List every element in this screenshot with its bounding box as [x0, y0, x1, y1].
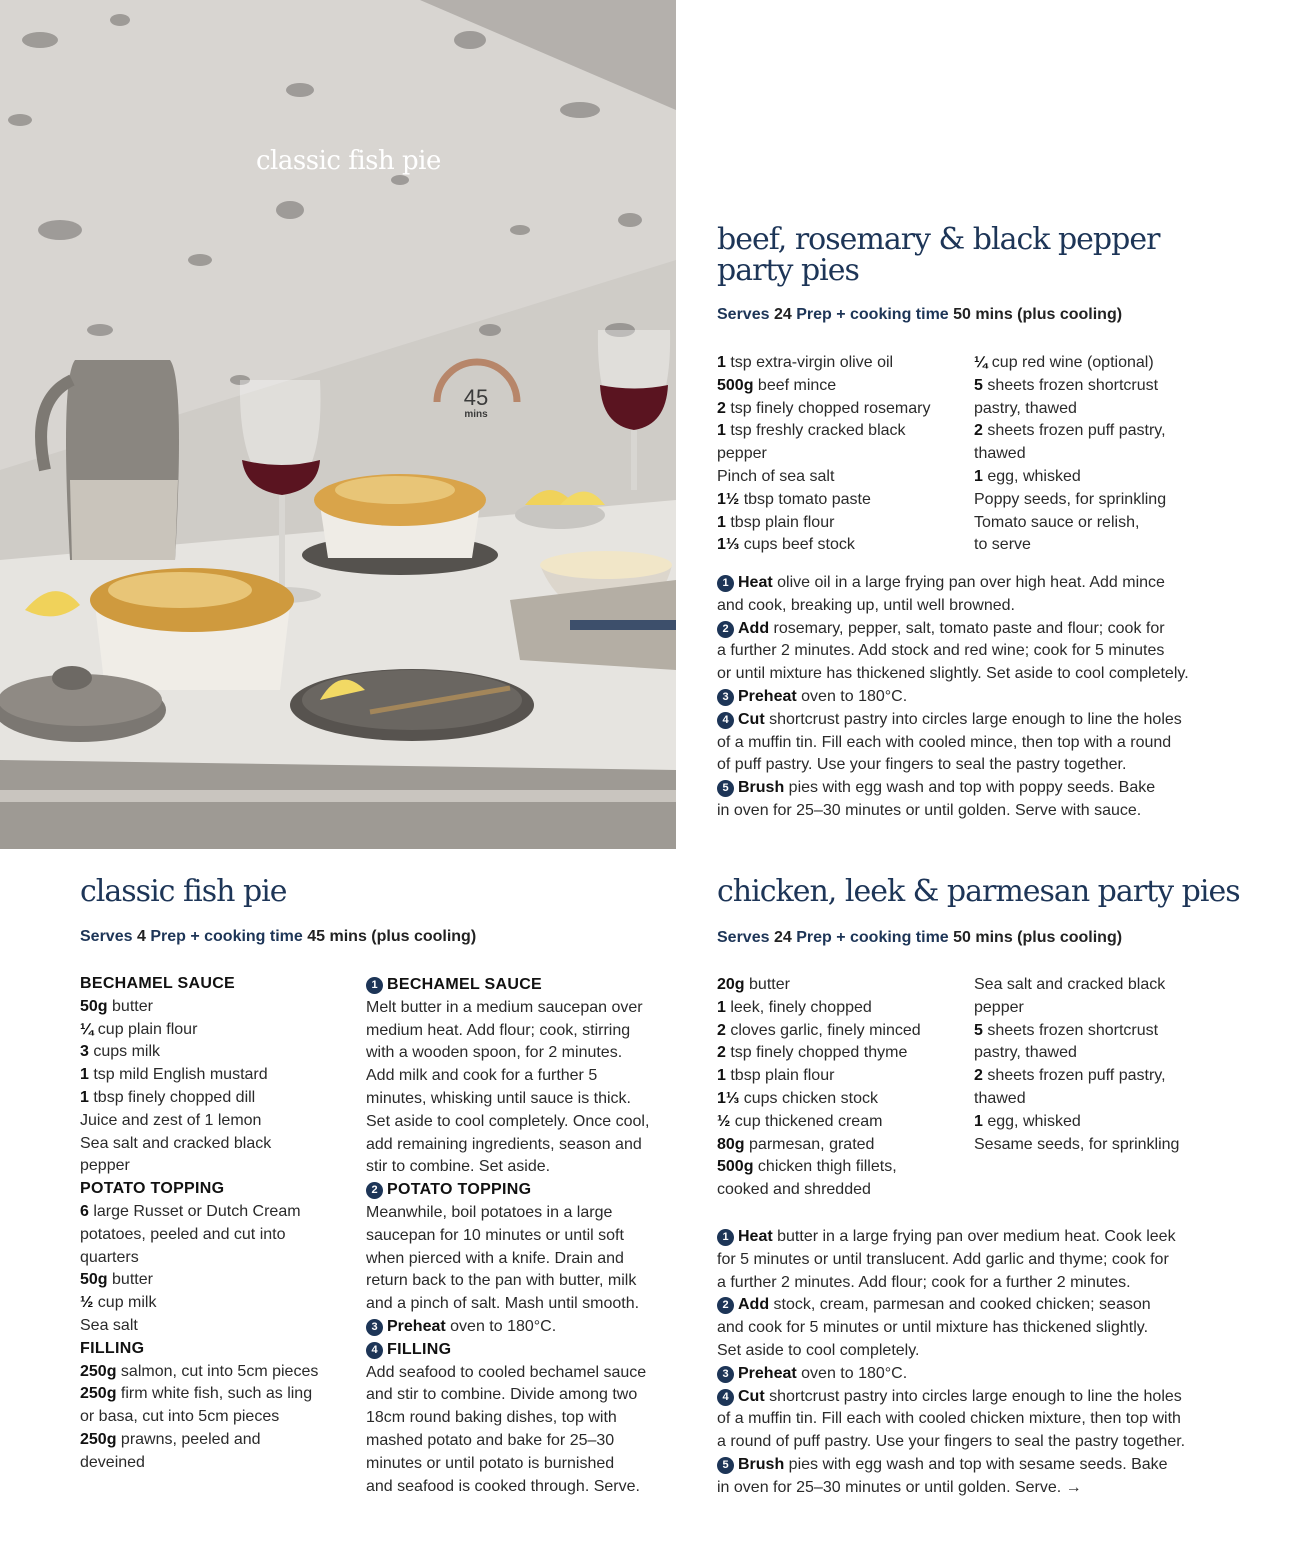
- beef-meta: [717, 306, 1122, 324]
- chicken-serves-label: Serves: [717, 929, 770, 946]
- ingredient-line: [80, 1361, 350, 1384]
- fish-method: [366, 974, 666, 1498]
- step-heading: Add: [738, 1296, 770, 1314]
- ingredient-text: cup milk: [93, 1294, 157, 1312]
- ingredient-text: Juice and zest of 1 lemon: [80, 1111, 262, 1129]
- ingredient-qty: 250g: [80, 1430, 117, 1448]
- ingredient-line: [974, 375, 1214, 398]
- step-text: pies with egg wash and top with poppy seeds. Bake: [784, 779, 1156, 797]
- ingredient-line: [80, 1247, 350, 1270]
- step-text: in oven for 25–30 minutes or until golden. Serve with sauce.: [717, 801, 1142, 819]
- ingredient-text: sheets frozen puff pastry,: [982, 422, 1166, 440]
- ingredient-section-heading: BECHAMEL SAUCE: [80, 975, 236, 992]
- photo-caption: classic fish pie: [256, 146, 441, 176]
- ingredient-line: [974, 534, 1214, 557]
- step-text: oven to 180°C.: [796, 1364, 908, 1382]
- ingredient-line: [80, 996, 350, 1019]
- ingredient-qty: 2: [974, 422, 983, 440]
- ingredient-qty: ¼: [80, 1020, 94, 1038]
- step-number-icon: 3: [717, 689, 734, 706]
- ingredient-line: [974, 1065, 1214, 1088]
- ingredient-text: egg, whisked: [982, 467, 1081, 485]
- ingredient-line: [80, 1292, 350, 1315]
- ingredient-qty: 1: [717, 998, 726, 1016]
- ingredient-qty: 1⅓: [717, 536, 740, 554]
- ingredient-qty: 500g: [717, 376, 754, 394]
- ingredient-text: pepper: [717, 445, 767, 463]
- method-line: stir to combine. Set aside.: [366, 1158, 551, 1176]
- ingredient-text: sheets frozen shortcrust: [982, 1021, 1159, 1039]
- method-step-heading: [366, 1339, 666, 1362]
- ingredient-line: [80, 1019, 350, 1042]
- method-line: saucepan for 10 minutes or until soft: [366, 1226, 624, 1244]
- ingredient-line: [717, 512, 967, 535]
- step-text: of a muffin tin. Fill each with cooled chicken mixture, then top with: [717, 1410, 1181, 1428]
- method-step: [717, 1363, 1207, 1386]
- ingredient-line: [80, 1224, 350, 1247]
- ingredient-line: [80, 1429, 350, 1452]
- method-line: Add milk and cook for a further 5: [366, 1067, 598, 1085]
- ingredient-text: cup plain flour: [93, 1020, 198, 1038]
- ingredient-qty: 80g: [717, 1135, 745, 1153]
- ingredient-line: [80, 1155, 350, 1178]
- ingredient-text: firm white fish, such as ling: [116, 1385, 313, 1403]
- ingredient-text: potatoes, peeled and cut into: [80, 1225, 286, 1243]
- step-text: shortcrust pastry into circles large enough to line the holes: [764, 710, 1182, 728]
- method-line: and seafood is cooked through. Serve.: [366, 1477, 640, 1495]
- method-line: Meanwhile, boil potatoes in a large: [366, 1203, 613, 1221]
- step-text: rosemary, pepper, salt, tomato paste and flour; cook for: [769, 619, 1165, 637]
- ingredient-qty: 1½: [717, 490, 740, 508]
- ingredient-section-heading: POTATO TOPPING: [80, 1180, 225, 1198]
- step-number-icon: 4: [717, 1389, 734, 1406]
- ingredient-qty: ½: [80, 1294, 94, 1312]
- step-heading: Preheat: [387, 1317, 446, 1335]
- time-badge-number: 45: [463, 385, 489, 410]
- method-line: Add seafood to cooled bechamel sauce: [366, 1363, 647, 1381]
- ingredient-line: [80, 1133, 350, 1156]
- food-photo-illustration: [0, 0, 676, 849]
- ingredient-qty: 250g: [80, 1362, 117, 1380]
- chicken-serves-value: 24: [773, 929, 792, 946]
- ingredient-text: pastry, thawed: [974, 399, 1077, 417]
- time-badge-unit: mins: [464, 409, 488, 420]
- beef-time-value: 50 mins (plus cooling): [953, 306, 1123, 323]
- ingredient-qty: 1: [717, 354, 726, 371]
- chicken-time-label: Prep + cooking time: [796, 929, 949, 946]
- ingredient-qty: 2: [717, 399, 726, 417]
- step-heading: Heat: [738, 574, 773, 591]
- step-number-icon: 2: [717, 1297, 734, 1314]
- ingredient-text: cup thickened cream: [730, 1112, 883, 1130]
- ingredient-qty: 1: [717, 422, 726, 440]
- method-step: [717, 1454, 1207, 1500]
- step-heading: Preheat: [738, 687, 797, 705]
- ingredient-line: [974, 1134, 1214, 1157]
- ingredient-text: deveined: [80, 1453, 145, 1471]
- method-line: Set aside to cool completely. Once cool,: [366, 1112, 650, 1130]
- step-text: stock, cream, parmesan and cooked chicken; season: [769, 1296, 1151, 1314]
- method-line: 18cm round baking dishes, top with: [366, 1409, 617, 1427]
- ingredient-line: [80, 1406, 350, 1429]
- method-line: and stir to combine. Divide among two: [366, 1386, 638, 1404]
- step-heading: POTATO TOPPING: [387, 1181, 532, 1199]
- step-heading: FILLING: [387, 1340, 452, 1358]
- ingredient-line: [717, 1156, 967, 1179]
- step-text: Set aside to cool completely.: [717, 1341, 920, 1359]
- method-step-heading: [366, 1179, 666, 1202]
- ingredient-qty: 1⅓: [717, 1089, 740, 1107]
- ingredient-line: [80, 1315, 350, 1338]
- ingredient-text: butter: [744, 976, 790, 993]
- ingredient-text: cooked and shredded: [717, 1181, 871, 1199]
- step-number-icon: 1: [717, 1229, 734, 1246]
- step-text: a round of puff pastry. Use your fingers to seal the pastry together.: [717, 1433, 1186, 1451]
- ingredient-qty: 2: [974, 1067, 983, 1085]
- method-step: [717, 1386, 1207, 1454]
- method-line: minutes or until potato is burnished: [366, 1454, 615, 1472]
- method-step: [717, 777, 1207, 823]
- food-photo: [0, 0, 676, 849]
- step-number-icon: 3: [717, 1366, 734, 1383]
- step-heading: Brush: [738, 1455, 785, 1473]
- ingredient-line: [974, 1020, 1214, 1043]
- ingredient-line: [80, 1064, 350, 1087]
- method-line: mashed potato and bake for 25–30: [366, 1431, 615, 1449]
- method-step: [717, 572, 1207, 618]
- ingredient-text: egg, whisked: [982, 1112, 1081, 1130]
- beef-serves-label: Serves: [717, 306, 770, 323]
- ingredient-text: pepper: [80, 1157, 130, 1175]
- step-heading: BECHAMEL SAUCE: [387, 976, 543, 993]
- ingredient-text: butter: [107, 997, 153, 1015]
- ingredient-qty: 5: [974, 376, 983, 394]
- ingredient-qty: 1: [974, 467, 983, 485]
- ingredient-qty: 6: [80, 1202, 89, 1220]
- ingredient-text: cups milk: [88, 1043, 161, 1061]
- ingredient-text: or basa, cut into 5cm pieces: [80, 1408, 280, 1426]
- ingredient-text: Sea salt and cracked black: [974, 976, 1166, 993]
- step-heading: Brush: [738, 779, 785, 797]
- step-text: in oven for 25–30 minutes or until golden. Serve. →: [717, 1478, 1082, 1496]
- ingredient-line: [974, 489, 1214, 512]
- fish-meta: [80, 928, 476, 946]
- step-text: olive oil in a large frying pan over high heat. Add mince: [772, 574, 1165, 591]
- beef-title-line1: beef, rosemary & black pepper: [717, 222, 1160, 257]
- fish-recipe-title: classic fish pie: [80, 874, 287, 909]
- ingredient-line: [717, 1042, 967, 1065]
- step-number-icon: 5: [717, 780, 734, 797]
- ingredient-text: cups beef stock: [739, 536, 855, 554]
- ingredient-line: [80, 1087, 350, 1110]
- method-step-heading: [366, 1316, 666, 1339]
- ingredient-line: [717, 1088, 967, 1111]
- ingredient-text: tbsp tomato paste: [739, 490, 871, 508]
- ingredient-line: [717, 398, 967, 421]
- ingredient-text: beef mince: [753, 376, 837, 394]
- ingredient-text: Sesame seeds, for sprinkling: [974, 1135, 1180, 1153]
- method-line: minutes, whisking until sauce is thick.: [366, 1089, 631, 1107]
- ingredient-line: [717, 1065, 967, 1088]
- step-text: a further 2 minutes. Add stock and red wine; cook for 5 minutes: [717, 642, 1165, 660]
- ingredient-line: [974, 420, 1214, 443]
- ingredient-text: chicken thigh fillets,: [753, 1158, 897, 1176]
- ingredient-qty: 20g: [717, 976, 745, 993]
- ingredient-qty: 250g: [80, 1385, 117, 1403]
- ingredient-text: tsp freshly cracked black: [725, 422, 906, 440]
- step-number-icon: 2: [717, 621, 734, 638]
- ingredient-text: sheets frozen puff pastry,: [982, 1067, 1166, 1085]
- beef-method: [717, 572, 1207, 823]
- ingredient-text: tsp finely chopped thyme: [725, 1044, 908, 1062]
- fish-ingredients: [80, 973, 350, 1475]
- ingredient-line: [974, 466, 1214, 489]
- ingredient-qty: 50g: [80, 1271, 108, 1289]
- beef-time-label: Prep + cooking time: [796, 306, 949, 323]
- step-text: of puff pastry. Use your fingers to seal the pastry together.: [717, 756, 1127, 774]
- step-text: or until mixture has thickened slightly. Set aside to cool completely.: [717, 665, 1189, 683]
- ingredient-text: Sea salt and cracked black: [80, 1134, 272, 1152]
- step-text: for 5 minutes or until translucent. Add garlic and thyme; cook for: [717, 1250, 1169, 1268]
- chicken-time-value: 50 mins (plus cooling): [953, 929, 1123, 946]
- ingredient-line: [974, 398, 1214, 421]
- ingredient-line: [974, 974, 1214, 997]
- ingredient-text: Sea salt: [80, 1316, 138, 1334]
- method-line: with a wooden spoon, for 2 minutes.: [366, 1044, 623, 1062]
- ingredient-section-heading: FILLING: [80, 1339, 145, 1357]
- step-text: pies with egg wash and top with sesame seeds. Bake: [784, 1455, 1168, 1473]
- ingredient-line: [974, 352, 1214, 375]
- method-step: [717, 618, 1207, 686]
- method-step: [717, 709, 1207, 777]
- step-heading: Add: [738, 619, 770, 637]
- step-heading: Cut: [738, 1387, 765, 1405]
- step-number-icon: 4: [366, 1342, 383, 1359]
- ingredient-qty: 500g: [717, 1158, 754, 1176]
- ingredient-text: thawed: [974, 445, 1026, 463]
- ingredient-line: [974, 1088, 1214, 1111]
- ingredient-line: [974, 512, 1214, 535]
- ingredient-text: large Russet or Dutch Cream: [88, 1202, 301, 1220]
- step-heading: Cut: [738, 710, 765, 728]
- method-line: and a pinch of salt. Mash until smooth.: [366, 1295, 640, 1313]
- ingredient-qty: 1: [717, 1067, 726, 1085]
- ingredient-line: [717, 443, 967, 466]
- method-line: Melt butter in a medium saucepan over: [366, 998, 643, 1016]
- beef-serves-value: 24: [773, 306, 792, 323]
- ingredient-text: parmesan, grated: [744, 1135, 875, 1153]
- ingredient-line: [717, 466, 967, 489]
- ingredient-line: [717, 1179, 967, 1202]
- step-number-icon: 3: [366, 1319, 383, 1336]
- ingredient-qty: 2: [717, 1021, 726, 1039]
- ingredient-text: cup red wine (optional): [987, 354, 1154, 371]
- ingredient-line: [80, 1269, 350, 1292]
- fish-serves-value: 4: [136, 928, 146, 945]
- method-step-heading: [366, 974, 666, 997]
- chicken-recipe-title: chicken, leek & parmesan party pies: [717, 874, 1240, 909]
- ingredient-qty: 3: [80, 1043, 89, 1061]
- step-number-icon: 5: [717, 1457, 734, 1474]
- step-text: of a muffin tin. Fill each with cooled mince, then top with a round: [717, 733, 1172, 751]
- ingredient-line: [717, 997, 967, 1020]
- beef-ingredients-right: [974, 352, 1214, 557]
- ingredient-line: [717, 1111, 967, 1134]
- ingredient-line: [717, 974, 967, 997]
- ingredient-text: Pinch of sea salt: [717, 467, 835, 485]
- chicken-ingredients-left: [717, 974, 967, 1202]
- ingredient-line: [974, 997, 1214, 1020]
- ingredient-text: tbsp plain flour: [725, 1067, 835, 1085]
- ingredient-text: tbsp plain flour: [725, 513, 835, 531]
- method-step: [717, 1294, 1207, 1362]
- ingredient-line: [717, 420, 967, 443]
- ingredient-line: [717, 534, 967, 557]
- method-line: when pierced with a knife. Drain and: [366, 1249, 624, 1267]
- ingredient-line: [717, 489, 967, 512]
- beef-recipe-title: [717, 224, 1159, 286]
- step-text: and cook for 5 minutes or until mixture has thickened slightly.: [717, 1319, 1149, 1337]
- fish-time-value: 45 mins (plus cooling): [307, 928, 477, 945]
- method-line: return back to the pan with butter, milk: [366, 1272, 637, 1290]
- method-line: medium heat. Add flour; cook, stirring: [366, 1021, 631, 1039]
- chicken-meta: [717, 929, 1122, 947]
- method-step: [717, 686, 1207, 709]
- ingredient-line: [717, 1134, 967, 1157]
- fish-time-label: Prep + cooking time: [150, 928, 303, 945]
- ingredient-text: tsp extra-virgin olive oil: [725, 354, 894, 371]
- ingredient-line: [717, 375, 967, 398]
- step-heading: Heat: [738, 1228, 773, 1245]
- step-number-icon: 4: [717, 712, 734, 729]
- ingredient-qty: 1: [80, 1088, 89, 1106]
- ingredient-line: [80, 1041, 350, 1064]
- ingredient-text: butter: [107, 1271, 153, 1289]
- ingredient-line: [717, 352, 967, 375]
- step-text: a further 2 minutes. Add flour; cook for a further 2 minutes.: [717, 1273, 1131, 1291]
- step-heading: Preheat: [738, 1364, 797, 1382]
- ingredient-text: sheets frozen shortcrust: [982, 376, 1159, 394]
- fish-serves-label: Serves: [80, 928, 133, 945]
- ingredient-qty: ¼: [974, 354, 988, 371]
- ingredient-text: tsp mild English mustard: [88, 1066, 268, 1084]
- ingredient-line: [80, 1110, 350, 1133]
- beef-ingredients-left: [717, 352, 967, 557]
- ingredient-line: [80, 1201, 350, 1224]
- ingredient-text: pastry, thawed: [974, 1044, 1077, 1062]
- ingredient-line: [974, 1042, 1214, 1065]
- ingredient-text: cups chicken stock: [739, 1089, 878, 1107]
- step-number-icon: 1: [717, 575, 734, 592]
- step-number-icon: 2: [366, 1182, 383, 1199]
- step-number-icon: 1: [366, 977, 383, 994]
- ingredient-text: pepper: [974, 998, 1024, 1016]
- ingredient-text: cloves garlic, finely minced: [725, 1021, 921, 1039]
- beef-title-line2: party pies: [717, 253, 859, 288]
- step-text: shortcrust pastry into circles large enough to line the holes: [764, 1387, 1182, 1405]
- ingredient-qty: 1: [717, 513, 726, 531]
- ingredient-qty: 5: [974, 1021, 983, 1039]
- ingredient-text: tsp finely chopped rosemary: [725, 399, 931, 417]
- ingredient-text: thawed: [974, 1089, 1026, 1107]
- method-line: add remaining ingredients, season and: [366, 1135, 642, 1153]
- ingredient-qty: ½: [717, 1112, 731, 1130]
- step-text: and cook, breaking up, until well browned.: [717, 596, 1015, 614]
- ingredient-text: Tomato sauce or relish,: [974, 513, 1140, 531]
- time-badge: [432, 361, 520, 421]
- ingredient-text: quarters: [80, 1248, 139, 1266]
- method-step: [717, 1226, 1207, 1294]
- ingredient-line: [717, 1020, 967, 1043]
- ingredient-text: leek, finely chopped: [725, 998, 872, 1016]
- chicken-ingredients-right: [974, 974, 1214, 1156]
- ingredient-qty: 1: [974, 1112, 983, 1130]
- ingredient-text: salmon, cut into 5cm pieces: [116, 1362, 319, 1380]
- step-text: butter in a large frying pan over medium heat. Cook leek: [772, 1228, 1176, 1245]
- chicken-method: [717, 1226, 1207, 1500]
- ingredient-text: to serve: [974, 536, 1031, 554]
- ingredient-line: [974, 1111, 1214, 1134]
- ingredient-text: tbsp finely chopped dill: [88, 1088, 256, 1106]
- ingredient-text: Poppy seeds, for sprinkling: [974, 490, 1167, 508]
- ingredient-text: prawns, peeled and: [116, 1430, 261, 1448]
- ingredient-qty: 2: [717, 1044, 726, 1062]
- step-text: oven to 180°C.: [445, 1317, 557, 1335]
- ingredient-qty: 50g: [80, 997, 108, 1015]
- ingredient-line: [80, 1452, 350, 1475]
- ingredient-line: [80, 1383, 350, 1406]
- ingredient-qty: 1: [80, 1066, 89, 1084]
- step-text: oven to 180°C.: [796, 687, 908, 705]
- ingredient-line: [974, 443, 1214, 466]
